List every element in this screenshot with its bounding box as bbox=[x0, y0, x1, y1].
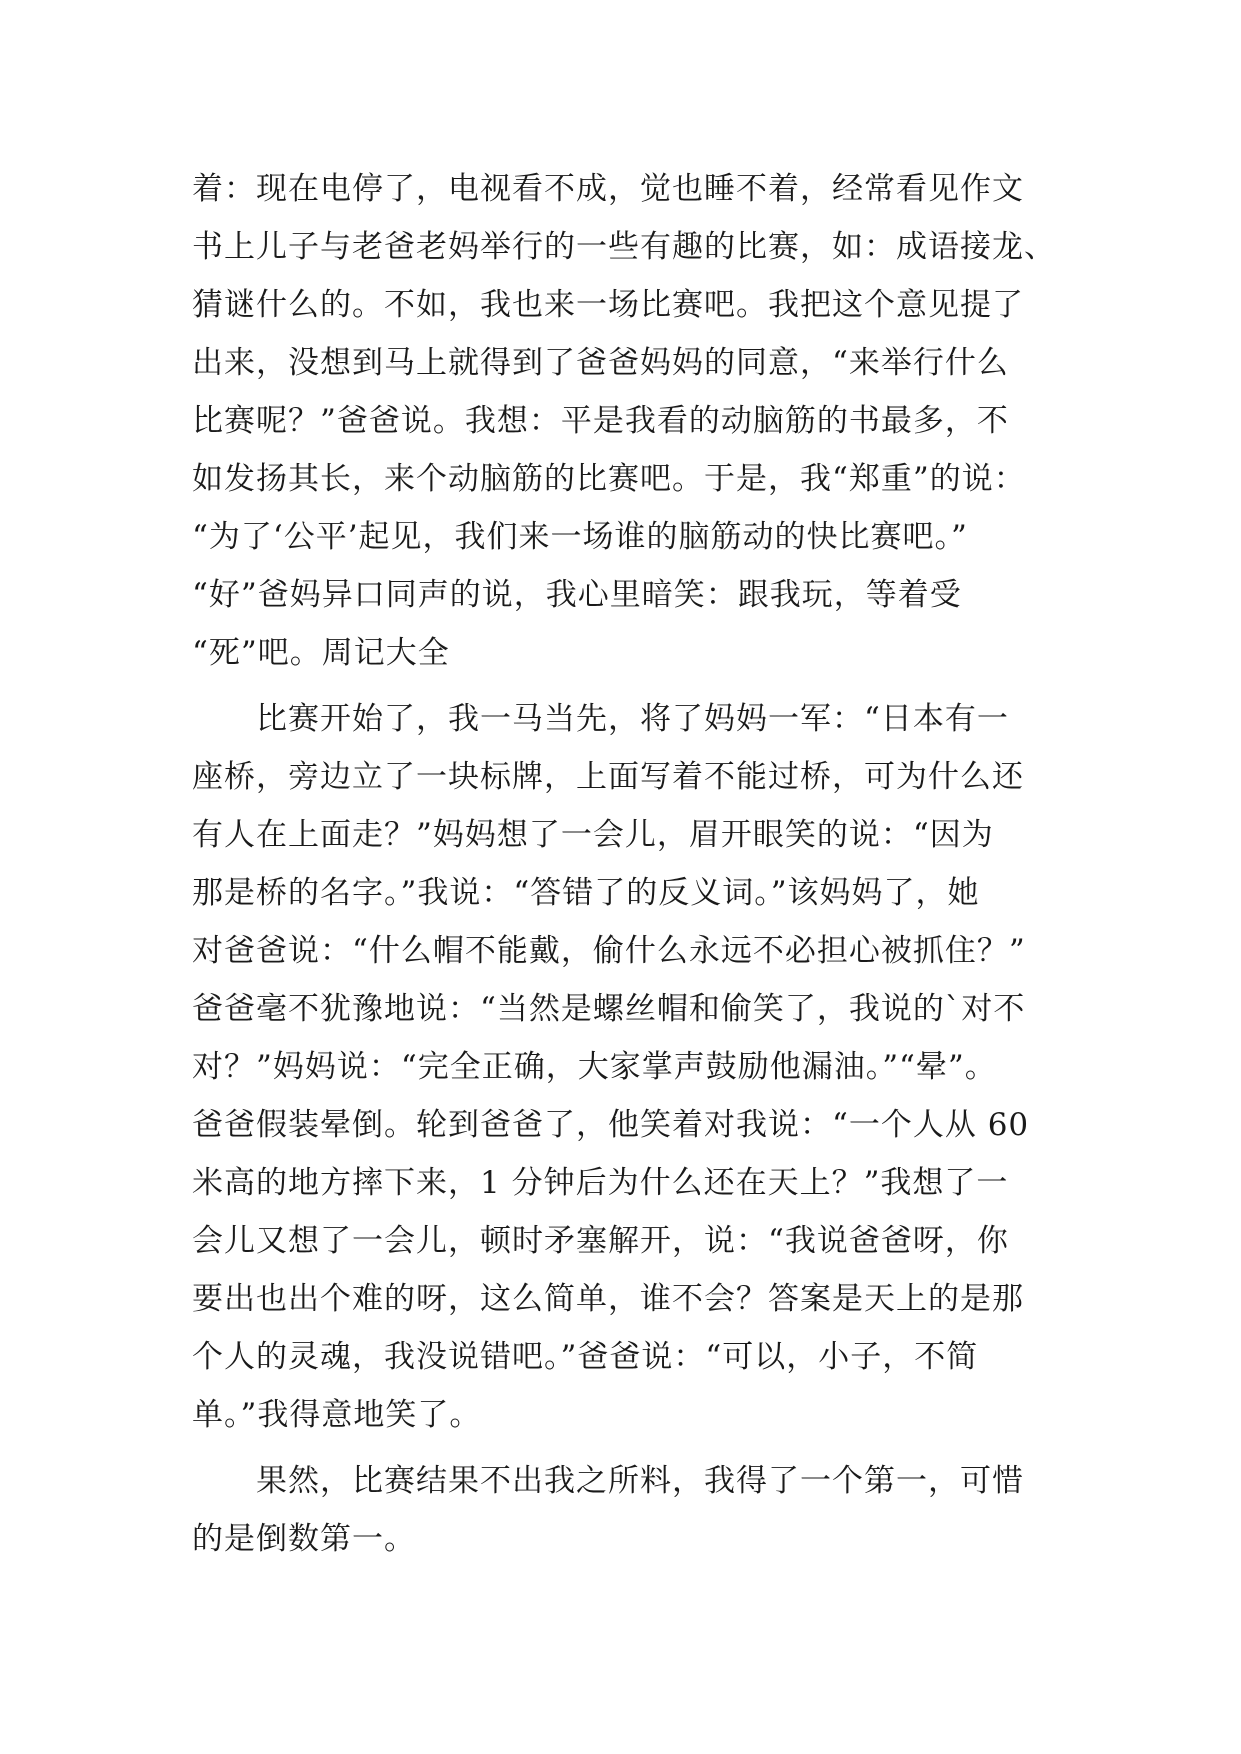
text-line: 那是桥的名字。”我说：“答错了的反义词。”该妈妈了，她 bbox=[192, 875, 980, 911]
text-line: 猜谜什么的。不如，我也来一场比赛吧。我把这个意见提了 bbox=[192, 287, 1024, 323]
text-line: 出来，没想到马上就得到了爸爸妈妈的同意，“来举行什么 bbox=[192, 345, 1009, 381]
text-line: 要出也出个难的呀，这么简单，谁不会？答案是天上的是那 bbox=[192, 1281, 1024, 1317]
text-line: 会儿又想了一会儿，顿时矛塞解开，说：“我说爸爸呀，你 bbox=[192, 1223, 1009, 1259]
text-line: 爸爸毫不犹豫地说：“当然是螺丝帽和偷笑了，我说的`对不 bbox=[192, 991, 1026, 1027]
paragraph-gap bbox=[192, 682, 1092, 690]
text-line: 米高的地方摔下来，1 分钟后为什么还在天上？”我想了一 bbox=[192, 1165, 1009, 1201]
text-line: “好”爸妈异口同声的说，我心里暗笑：跟我玩，等着受 bbox=[192, 577, 962, 613]
text-line: 对？”妈妈说：“完全正确，大家掌声鼓励他漏油。”“晕”。 bbox=[192, 1049, 997, 1085]
text-line: 单。”我得意地笑了。 bbox=[192, 1397, 482, 1433]
text-line: 有人在上面走？”妈妈想了一会儿，眉开眼笑的说：“因为 bbox=[192, 817, 994, 853]
text-line: 的是倒数第一。 bbox=[192, 1521, 416, 1557]
text-line: “死”吧。周记大全 bbox=[192, 635, 450, 671]
text-line: 对爸爸说：“什么帽不能戴，偷什么永远不必担心被抓住？” bbox=[192, 933, 1026, 969]
paragraph-2 bbox=[192, 690, 1092, 1444]
text-line: “为了‘公平’起见，我们来一场谁的脑筋动的快比赛吧。” bbox=[192, 519, 968, 555]
paragraph-1 bbox=[192, 160, 1092, 682]
text-line: 着：现在电停了，电视看不成，觉也睡不着，经常看见作文 bbox=[192, 171, 1024, 207]
text-line: 比赛呢？”爸爸说。我想：平是我看的动脑筋的书最多，不 bbox=[192, 403, 1009, 439]
text-line: 如发扬其长，来个动脑筋的比赛吧。于是，我“郑重”的说： bbox=[192, 461, 1026, 497]
text-line: 比赛开始了，我一马当先，将了妈妈一军：“日本有一 bbox=[192, 701, 1009, 737]
text-line: 果然，比赛结果不出我之所料，我得了一个第一，可惜 bbox=[192, 1463, 1024, 1499]
document-body bbox=[192, 160, 1092, 1568]
text-line: 座桥，旁边立了一块标牌，上面写着不能过桥，可为什么还 bbox=[192, 759, 1024, 795]
text-line: 爸爸假装晕倒。轮到爸爸了，他笑着对我说：“一个人从 60 bbox=[192, 1107, 1030, 1143]
text-line: 个人的灵魂，我没说错吧。”爸爸说：“可以，小子，不简 bbox=[192, 1339, 979, 1375]
text-line: 书上儿子与老爸老妈举行的一些有趣的比赛，如：成语接龙、 bbox=[192, 229, 1056, 265]
paragraph-3 bbox=[192, 1452, 1092, 1568]
paragraph-gap bbox=[192, 1444, 1092, 1452]
